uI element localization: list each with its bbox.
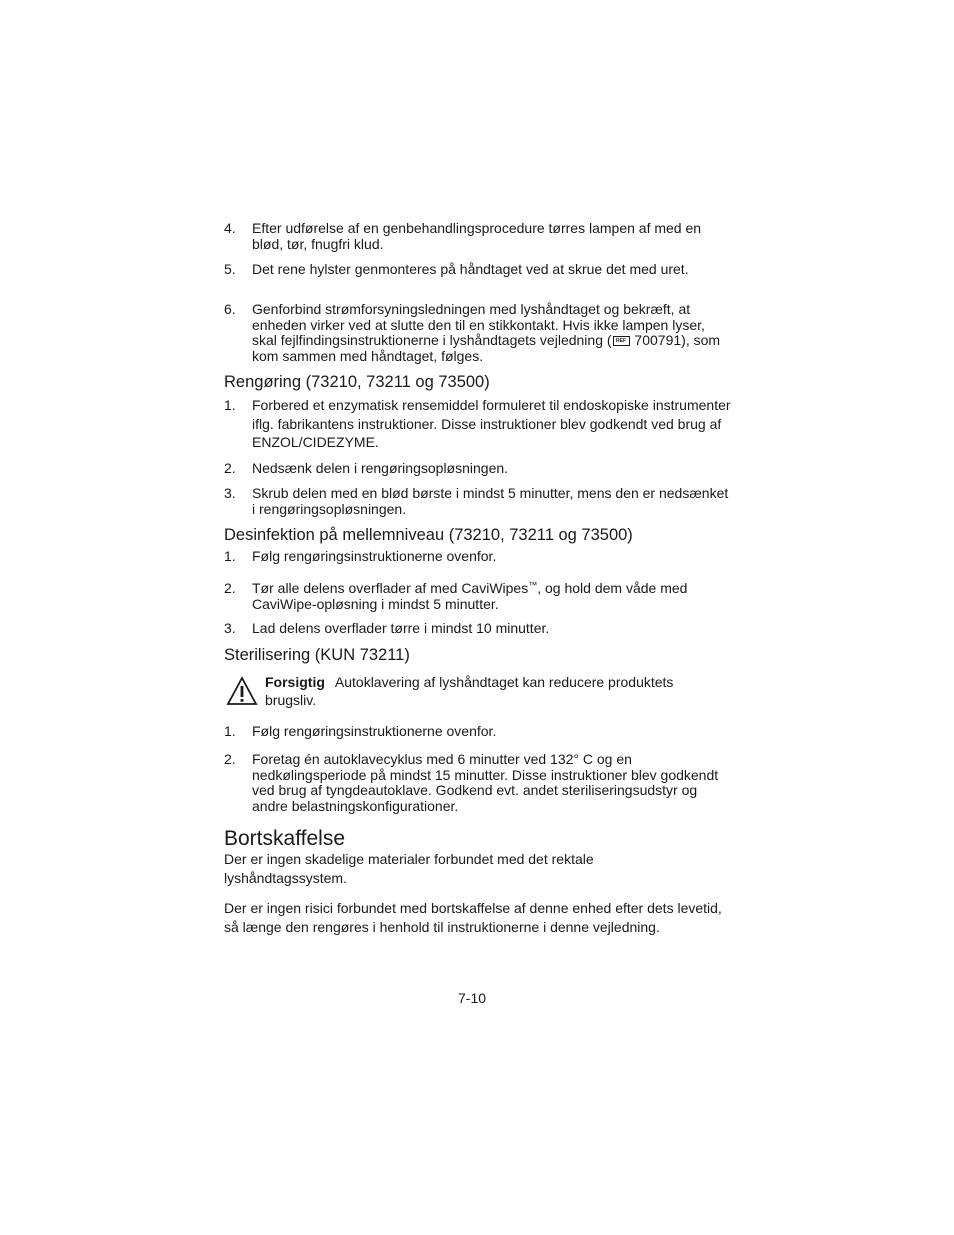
list-number: 1.: [224, 548, 236, 564]
list-number: 2.: [224, 751, 236, 767]
section-heading-disposal: Bortskaffelse: [224, 827, 346, 850]
list-text: Efter udførelse af en genbehandlingsprocedure tørres lampen af med en blød, tør, fnugfri klud.: [252, 220, 702, 252]
caution-text-block: [265, 673, 705, 709]
section-heading-disinfection: Desinfektion på mellemniveau (73210, 73211 og 73500): [224, 526, 633, 544]
paragraph: Der er ingen risici forbundet med bortskaffelse af denne enhed efter dets levetid, så længe den rengøres i henhold til instruktionerne i denne vejledning.: [224, 900, 722, 935]
list-number: 2.: [224, 460, 236, 476]
list-text: Forbered et enzymatisk rensemiddel formuleret til endoskopiske instrumenter iflg. fabrikantens instruktioner. Disse instruktioner blev godkendt ved brug af ENZOL/CIDEZYME.: [252, 397, 731, 450]
list-text: Følg rengøringsinstruktionerne ovenfor.: [252, 723, 497, 739]
warning-triangle-icon: [226, 676, 258, 706]
list-text: Genforbind strømforsyningsledningen med lyshåndtaget og bekræft, at enheden virker ved at slutte den til en stikkontakt. Hvis ikke lampen lyser, skal fejlfindingsinstruktionerne i lyshåndtagets vejledning ( REF 700791), som kom sammen med håndtaget, følges.: [252, 301, 721, 364]
list-text: Følg rengøringsinstruktionerne ovenfor.: [252, 548, 497, 564]
list-number: 6.: [224, 301, 236, 317]
list-text: Tør alle delens overflader af med CaviWipes™, og hold dem våde med CaviWipe-opløsning i mindst 5 minutter.: [252, 580, 688, 612]
list-text: Skrub delen med en blød børste i mindst 5 minutter, mens den er nedsænket i rengøringsopløsningen.: [252, 485, 729, 517]
paragraph: Der er ingen skadelige materialer forbundet med det rektale lyshåndtagssystem.: [224, 851, 594, 886]
section-heading-cleaning: Rengøring (73210, 73211 og 73500): [224, 373, 490, 391]
list-text: Foretag én autoklavecyklus med 6 minutter ved 132° C og en nedkølingsperiode på mindst 15 minutter. Disse instruktioner blev godkendt ved brug af tyngdeautoklave. Godkend evt. andet steriliseringsudstyr og andre belastningskonfigurationer.: [252, 751, 719, 814]
caution-notice: [224, 673, 734, 715]
list-number: 3.: [224, 620, 236, 636]
list-number: 2.: [224, 580, 236, 596]
list-number: 3.: [224, 485, 236, 501]
list-text: Lad delens overflader tørre i mindst 10 minutter.: [252, 620, 550, 636]
caution-label: Forsigtig: [265, 674, 325, 690]
list-text: Nedsænk delen i rengøringsopløsningen.: [252, 460, 509, 476]
list-text: Det rene hylster genmonteres på håndtaget ved at skrue det med uret.: [252, 261, 689, 277]
list-number: 1.: [224, 723, 236, 739]
section-heading-sterilization: Sterilisering (KUN 73211): [224, 646, 410, 664]
caution-text: Autoklavering af lyshåndtaget kan reducere produktets brugsliv.: [265, 674, 674, 708]
trademark-sign: ™: [528, 580, 538, 590]
page-number: 7-10: [458, 990, 487, 1006]
list-number: 4.: [224, 220, 236, 236]
list-number: 5.: [224, 261, 236, 277]
list-number: 1.: [224, 397, 236, 413]
ref-symbol-icon: REF: [613, 336, 630, 346]
